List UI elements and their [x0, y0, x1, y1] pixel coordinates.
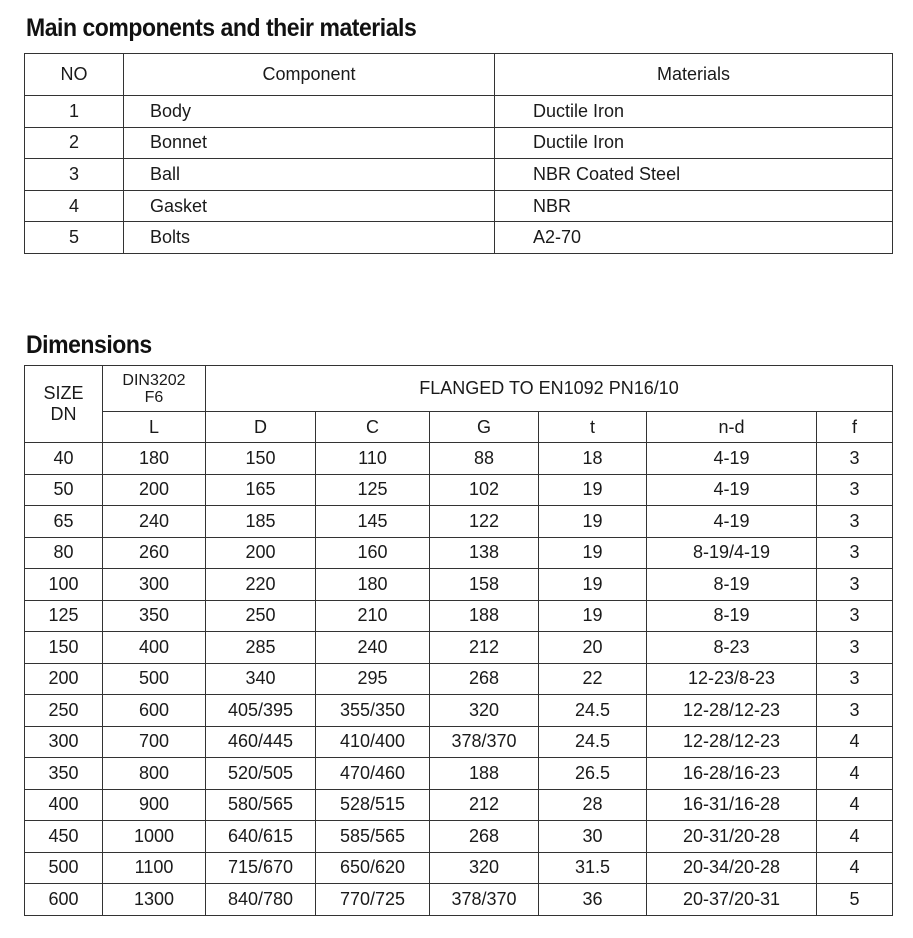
t-cell: 22	[539, 663, 647, 695]
g-cell: 102	[430, 474, 539, 506]
g-cell: 212	[430, 789, 539, 821]
table-row	[25, 569, 893, 601]
dimensions-header-row-2	[25, 412, 893, 443]
n-d-cell: 20-34/20-28	[647, 852, 817, 884]
d-cell: 340	[206, 663, 316, 695]
table-row	[25, 789, 893, 821]
n-d-cell: 4-19	[647, 506, 817, 538]
table-row	[25, 726, 893, 758]
f-cell: 3	[817, 537, 893, 569]
g-cell: 212	[430, 632, 539, 664]
header-col-n-d: n-d	[647, 412, 817, 443]
header-col-f: f	[817, 412, 893, 443]
material-cell: NBR Coated Steel	[495, 159, 893, 191]
header-col-d: D	[206, 412, 316, 443]
c-cell: 528/515	[316, 789, 430, 821]
f-cell: 3	[817, 663, 893, 695]
n-d-cell: 16-28/16-23	[647, 758, 817, 790]
t-cell: 19	[539, 569, 647, 601]
table-row	[25, 127, 893, 159]
f-cell: 3	[817, 569, 893, 601]
no-cell: 1	[25, 96, 124, 128]
d-cell: 715/670	[206, 852, 316, 884]
l-cell: 800	[103, 758, 206, 790]
component-cell: Bonnet	[124, 127, 495, 159]
d-cell: 250	[206, 600, 316, 632]
g-cell: 378/370	[430, 884, 539, 916]
f-cell: 4	[817, 821, 893, 853]
header-component: Component	[124, 54, 495, 96]
d-cell: 520/505	[206, 758, 316, 790]
c-cell: 145	[316, 506, 430, 538]
size-cell: 600	[25, 884, 103, 916]
material-cell: NBR	[495, 190, 893, 222]
g-cell: 88	[430, 443, 539, 475]
c-cell: 770/725	[316, 884, 430, 916]
header-col-l: L	[103, 412, 206, 443]
n-d-cell: 4-19	[647, 443, 817, 475]
n-d-cell: 8-23	[647, 632, 817, 664]
l-cell: 300	[103, 569, 206, 601]
c-cell: 355/350	[316, 695, 430, 727]
t-cell: 19	[539, 600, 647, 632]
no-cell: 4	[25, 190, 124, 222]
table-row	[25, 758, 893, 790]
dimensions-header-row-1	[25, 366, 893, 412]
l-cell: 600	[103, 695, 206, 727]
c-cell: 125	[316, 474, 430, 506]
table-row	[25, 190, 893, 222]
table-row	[25, 632, 893, 664]
d-cell: 185	[206, 506, 316, 538]
l-cell: 260	[103, 537, 206, 569]
table-row	[25, 600, 893, 632]
l-cell: 1300	[103, 884, 206, 916]
c-cell: 585/565	[316, 821, 430, 853]
dimensions-title: Dimensions	[26, 331, 152, 359]
t-cell: 19	[539, 506, 647, 538]
table-row	[25, 159, 893, 191]
f-cell: 4	[817, 758, 893, 790]
dimensions-table	[24, 365, 893, 916]
c-cell: 240	[316, 632, 430, 664]
t-cell: 26.5	[539, 758, 647, 790]
g-cell: 188	[430, 600, 539, 632]
g-cell: 268	[430, 663, 539, 695]
no-cell: 3	[25, 159, 124, 191]
n-d-cell: 8-19/4-19	[647, 537, 817, 569]
g-cell: 122	[430, 506, 539, 538]
n-d-cell: 16-31/16-28	[647, 789, 817, 821]
header-col-t: t	[539, 412, 647, 443]
size-cell: 200	[25, 663, 103, 695]
d-cell: 220	[206, 569, 316, 601]
table-row	[25, 663, 893, 695]
t-cell: 36	[539, 884, 647, 916]
g-cell: 188	[430, 758, 539, 790]
l-cell: 1000	[103, 821, 206, 853]
n-d-cell: 8-19	[647, 600, 817, 632]
c-cell: 470/460	[316, 758, 430, 790]
t-cell: 30	[539, 821, 647, 853]
header-dn-label: DN	[50, 404, 77, 424]
table-row	[25, 821, 893, 853]
header-din	[103, 366, 206, 412]
c-cell: 410/400	[316, 726, 430, 758]
l-cell: 400	[103, 632, 206, 664]
g-cell: 320	[430, 852, 539, 884]
d-cell: 405/395	[206, 695, 316, 727]
f-cell: 4	[817, 726, 893, 758]
size-cell: 350	[25, 758, 103, 790]
size-cell: 400	[25, 789, 103, 821]
l-cell: 350	[103, 600, 206, 632]
l-cell: 1100	[103, 852, 206, 884]
c-cell: 110	[316, 443, 430, 475]
table-row	[25, 695, 893, 727]
no-cell: 2	[25, 127, 124, 159]
size-cell: 150	[25, 632, 103, 664]
f-cell: 3	[817, 506, 893, 538]
size-cell: 250	[25, 695, 103, 727]
table-row	[25, 443, 893, 475]
table-row	[25, 474, 893, 506]
components-title: Main components and their materials	[26, 14, 417, 42]
d-cell: 200	[206, 537, 316, 569]
d-cell: 165	[206, 474, 316, 506]
f-cell: 3	[817, 600, 893, 632]
component-cell: Gasket	[124, 190, 495, 222]
c-cell: 180	[316, 569, 430, 601]
component-cell: Body	[124, 96, 495, 128]
size-cell: 450	[25, 821, 103, 853]
table-row	[25, 222, 893, 254]
size-cell: 65	[25, 506, 103, 538]
t-cell: 19	[539, 537, 647, 569]
l-cell: 240	[103, 506, 206, 538]
n-d-cell: 12-28/12-23	[647, 726, 817, 758]
l-cell: 500	[103, 663, 206, 695]
d-cell: 460/445	[206, 726, 316, 758]
c-cell: 160	[316, 537, 430, 569]
l-cell: 180	[103, 443, 206, 475]
c-cell: 295	[316, 663, 430, 695]
n-d-cell: 12-28/12-23	[647, 695, 817, 727]
header-materials: Materials	[495, 54, 893, 96]
material-cell: Ductile Iron	[495, 127, 893, 159]
t-cell: 19	[539, 474, 647, 506]
size-cell: 500	[25, 852, 103, 884]
material-cell: Ductile Iron	[495, 96, 893, 128]
d-cell: 640/615	[206, 821, 316, 853]
n-d-cell: 12-23/8-23	[647, 663, 817, 695]
no-cell: 5	[25, 222, 124, 254]
header-no: NO	[25, 54, 124, 96]
size-cell: 300	[25, 726, 103, 758]
f-cell: 5	[817, 884, 893, 916]
header-din-label: DIN3202	[122, 371, 186, 389]
table-row	[25, 537, 893, 569]
l-cell: 200	[103, 474, 206, 506]
l-cell: 900	[103, 789, 206, 821]
d-cell: 285	[206, 632, 316, 664]
g-cell: 138	[430, 537, 539, 569]
t-cell: 24.5	[539, 726, 647, 758]
components-table	[24, 53, 893, 254]
f-cell: 4	[817, 852, 893, 884]
f-cell: 3	[817, 474, 893, 506]
d-cell: 840/780	[206, 884, 316, 916]
t-cell: 31.5	[539, 852, 647, 884]
t-cell: 24.5	[539, 695, 647, 727]
header-col-g: G	[430, 412, 539, 443]
d-cell: 150	[206, 443, 316, 475]
f-cell: 3	[817, 632, 893, 664]
table-row	[25, 96, 893, 128]
t-cell: 18	[539, 443, 647, 475]
n-d-cell: 8-19	[647, 569, 817, 601]
size-cell: 50	[25, 474, 103, 506]
t-cell: 20	[539, 632, 647, 664]
component-cell: Bolts	[124, 222, 495, 254]
size-cell: 100	[25, 569, 103, 601]
d-cell: 580/565	[206, 789, 316, 821]
c-cell: 210	[316, 600, 430, 632]
material-cell: A2-70	[495, 222, 893, 254]
f-cell: 3	[817, 695, 893, 727]
n-d-cell: 4-19	[647, 474, 817, 506]
l-cell: 700	[103, 726, 206, 758]
table-row	[25, 884, 893, 916]
component-cell: Ball	[124, 159, 495, 191]
header-size-label: SIZE	[43, 383, 84, 403]
g-cell: 158	[430, 569, 539, 601]
table-row	[25, 852, 893, 884]
header-f6-label: F6	[144, 388, 164, 406]
table-row	[25, 506, 893, 538]
size-cell: 125	[25, 600, 103, 632]
header-flanged: FLANGED TO EN1092 PN16/10	[206, 366, 893, 412]
size-cell: 80	[25, 537, 103, 569]
g-cell: 320	[430, 695, 539, 727]
f-cell: 3	[817, 443, 893, 475]
n-d-cell: 20-37/20-31	[647, 884, 817, 916]
n-d-cell: 20-31/20-28	[647, 821, 817, 853]
header-col-c: C	[316, 412, 430, 443]
g-cell: 378/370	[430, 726, 539, 758]
components-header-row	[25, 54, 893, 96]
header-size-dn	[25, 366, 103, 443]
t-cell: 28	[539, 789, 647, 821]
size-cell: 40	[25, 443, 103, 475]
g-cell: 268	[430, 821, 539, 853]
f-cell: 4	[817, 789, 893, 821]
c-cell: 650/620	[316, 852, 430, 884]
